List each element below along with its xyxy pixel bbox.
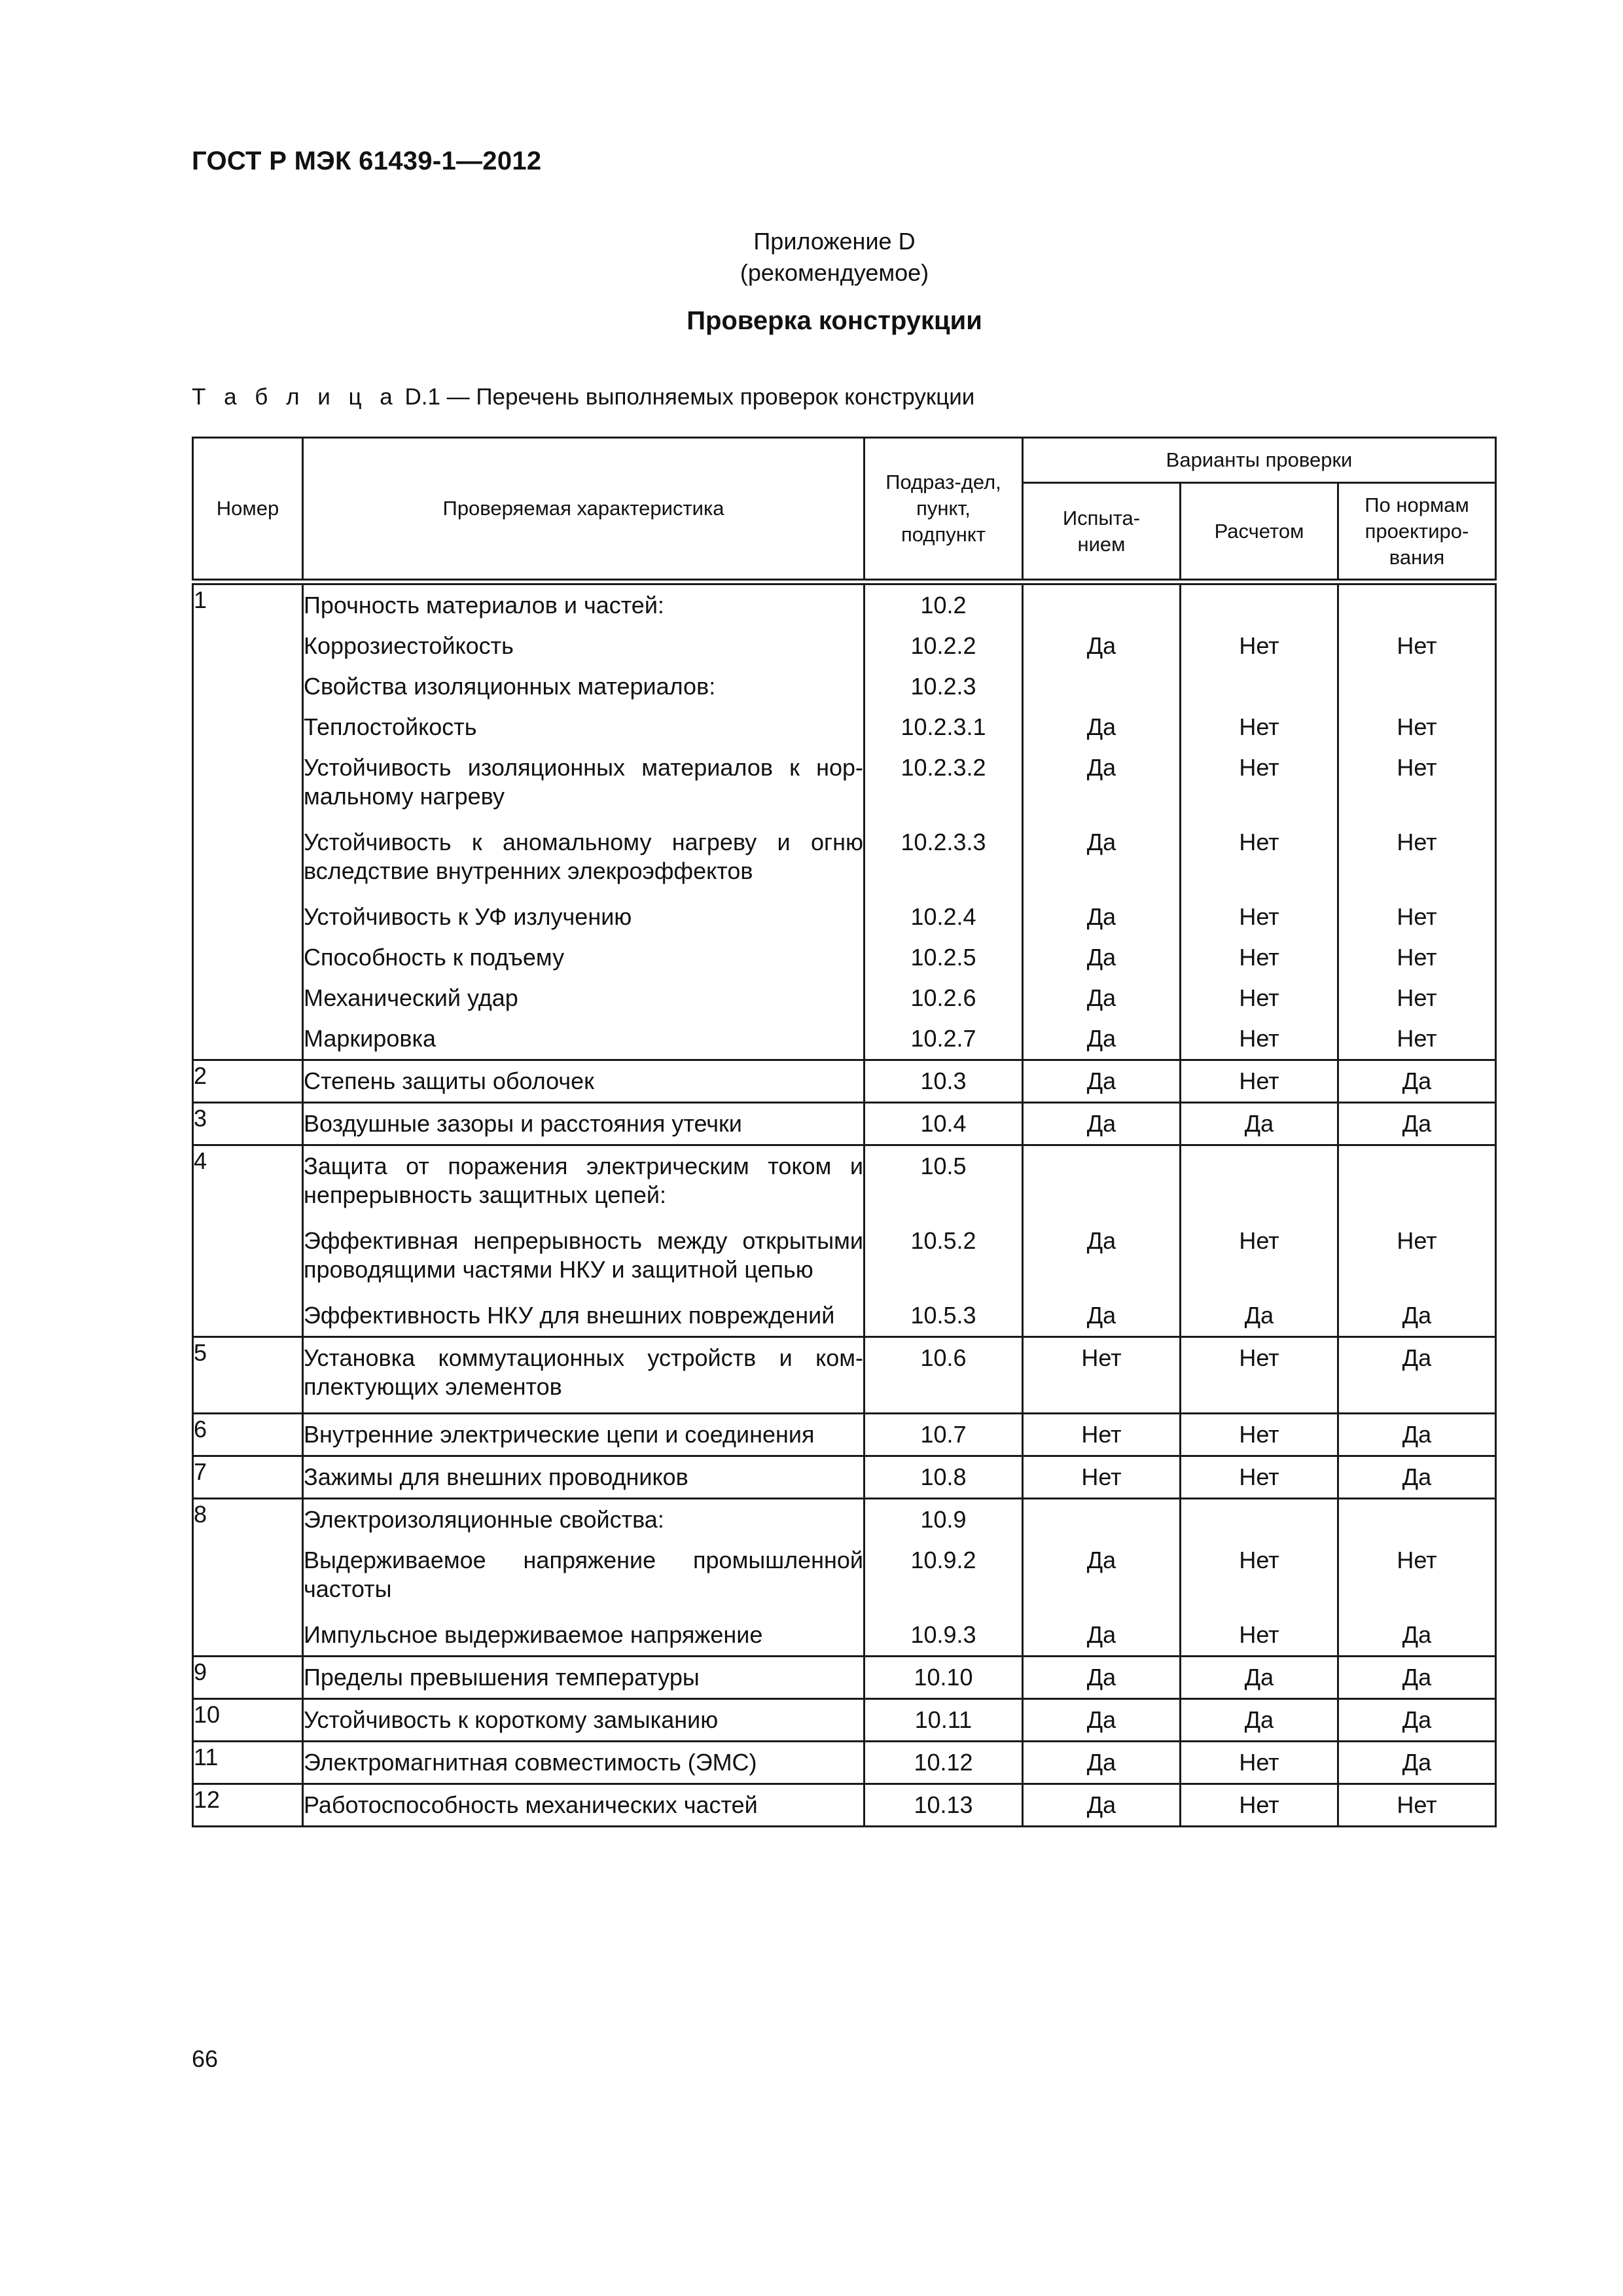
calc-cell <box>1181 1337 1338 1414</box>
characteristic-line: Коррозиестойкость <box>304 632 514 659</box>
design-line: Да <box>1402 1067 1432 1094</box>
clause-line: 10.10 <box>914 1664 973 1691</box>
characteristic-line: Маркировка <box>304 1025 437 1052</box>
design-cell <box>1338 1414 1496 1456</box>
table-row <box>193 1337 1496 1414</box>
clause-line: 10.2 <box>920 592 967 619</box>
characteristic-cell <box>303 1414 865 1456</box>
calc-line: Нет <box>1239 1463 1279 1490</box>
test-cell <box>1023 1784 1181 1827</box>
test-line: Да <box>1086 1664 1116 1691</box>
calc-cell <box>1181 1456 1338 1499</box>
row-number: 11 <box>193 1742 303 1784</box>
characteristic-line: Воздушные зазоры и расстояния утечки <box>304 1110 742 1137</box>
table-row <box>193 1699 1496 1742</box>
test-line: Да <box>1086 1791 1116 1818</box>
clause-cell <box>865 1699 1023 1742</box>
design-cell <box>1338 1657 1496 1699</box>
characteristic-line: Устойчивость изоляционных материалов к нор-мальному нагреву <box>304 754 863 810</box>
calc-line <box>1181 1499 1337 1540</box>
verification-table <box>192 437 1497 1827</box>
test-line: Да <box>1086 944 1116 971</box>
test-line <box>1024 585 1179 626</box>
clause-cell <box>865 1784 1023 1827</box>
design-line: Нет <box>1397 903 1437 930</box>
test-line: Нет <box>1081 1463 1122 1490</box>
calc-line: Нет <box>1239 829 1279 855</box>
clause-cell <box>865 1499 1023 1657</box>
test-line: Да <box>1086 829 1116 855</box>
clause-line: 10.9.3 <box>910 1621 976 1648</box>
clause-cell <box>865 1060 1023 1103</box>
table-caption <box>192 384 974 410</box>
characteristic-line: Способность к подъему <box>304 944 565 971</box>
calc-line: Нет <box>1239 713 1279 740</box>
calc-line: Нет <box>1239 1421 1279 1448</box>
design-cell <box>1338 1103 1496 1145</box>
characteristic-line: Устойчивость к короткому замыканию <box>304 1706 719 1733</box>
test-cell <box>1023 1699 1181 1742</box>
test-cell <box>1023 1657 1181 1699</box>
test-line: Да <box>1086 713 1116 740</box>
test-cell <box>1023 1499 1181 1657</box>
design-line: Да <box>1402 1621 1432 1648</box>
characteristic-cell <box>303 1337 865 1414</box>
design-cell <box>1338 1060 1496 1103</box>
clause-line: 10.2.5 <box>910 944 976 971</box>
calc-cell <box>1181 1784 1338 1827</box>
calc-line <box>1181 1146 1337 1221</box>
characteristic-line: Пределы превышения температуры <box>304 1664 700 1691</box>
clause-cell <box>865 582 1023 1060</box>
table-caption-text: D.1 — Перечень выполняемых проверок конструкции <box>398 384 975 410</box>
test-line: Да <box>1086 984 1116 1011</box>
test-line: Да <box>1086 1706 1116 1733</box>
calc-line: Нет <box>1239 1344 1279 1371</box>
row-number: 2 <box>193 1060 303 1103</box>
characteristic-cell <box>303 1742 865 1784</box>
design-line: Да <box>1402 1749 1432 1776</box>
calc-line: Нет <box>1239 1547 1279 1573</box>
clause-line: 10.2.7 <box>910 1025 976 1052</box>
test-line: Да <box>1086 632 1116 659</box>
row-number: 3 <box>193 1103 303 1145</box>
calc-line: Да <box>1244 1302 1274 1329</box>
calc-line: Нет <box>1239 1067 1279 1094</box>
table-row <box>193 1145 1496 1337</box>
design-line: Нет <box>1397 829 1437 855</box>
test-cell <box>1023 1337 1181 1414</box>
calc-line: Нет <box>1239 984 1279 1011</box>
clause-cell <box>865 1414 1023 1456</box>
calc-cell <box>1181 1060 1338 1103</box>
clause-cell <box>865 1337 1023 1414</box>
design-line: Нет <box>1397 1547 1437 1573</box>
test-cell <box>1023 1103 1181 1145</box>
row-number: 1 <box>193 582 303 1060</box>
characteristic-line: Электроизоляционные свойства: <box>304 1506 664 1533</box>
test-line <box>1024 1146 1179 1221</box>
clause-line: 10.9.2 <box>910 1547 976 1573</box>
appendix-status: (рекомендуемое) <box>740 259 929 286</box>
clause-line: 10.2.2 <box>910 632 976 659</box>
test-line: Да <box>1086 1547 1116 1573</box>
clause-cell <box>865 1103 1023 1145</box>
test-line: Да <box>1086 1621 1116 1648</box>
section-title: Проверка конструкции <box>687 306 982 335</box>
clause-line: 10.2.3.2 <box>901 754 986 781</box>
design-line: Нет <box>1397 754 1437 781</box>
test-line: Да <box>1086 1025 1116 1052</box>
calc-line: Нет <box>1239 1791 1279 1818</box>
appendix-title: Приложение D <box>753 228 916 255</box>
characteristic-line: Устойчивость к УФ излучению <box>304 903 632 930</box>
characteristic-line: Прочность материалов и частей: <box>304 592 664 619</box>
characteristic-cell <box>303 1657 865 1699</box>
clause-line: 10.11 <box>914 1706 972 1733</box>
design-line: Нет <box>1397 1227 1437 1254</box>
design-line: Нет <box>1397 713 1437 740</box>
test-cell <box>1023 1456 1181 1499</box>
header-clause: Подраз-дел, пункт, подпункт <box>865 438 1023 583</box>
test-line: Да <box>1086 1067 1116 1094</box>
calc-line: Нет <box>1239 1227 1279 1254</box>
clause-cell <box>865 1657 1023 1699</box>
row-number: 8 <box>193 1499 303 1657</box>
characteristic-line: Теплостойкость <box>304 713 477 740</box>
calc-line: Нет <box>1239 754 1279 781</box>
document-header: ГОСТ Р МЭК 61439-1—2012 <box>192 147 542 175</box>
characteristic-line: Импульсное выдерживаемое напряжение <box>304 1621 763 1648</box>
clause-cell <box>865 1456 1023 1499</box>
clause-line: 10.4 <box>920 1110 967 1137</box>
characteristic-line: Защита от поражения электрическим током и непрерывность защитных цепей: <box>304 1153 863 1208</box>
header-test: Испыта-нием <box>1023 483 1181 583</box>
characteristic-line: Эффективность НКУ для внешних повреждений <box>304 1302 835 1329</box>
clause-cell <box>865 1145 1023 1337</box>
characteristic-cell <box>303 1145 865 1337</box>
design-line: Нет <box>1397 984 1437 1011</box>
clause-line: 10.7 <box>920 1421 967 1448</box>
calc-cell <box>1181 1499 1338 1657</box>
characteristic-line: Зажимы для внешних проводников <box>304 1463 688 1490</box>
clause-line: 10.8 <box>920 1463 967 1490</box>
characteristic-cell <box>303 582 865 1060</box>
characteristic-line: Эффективная непрерывность между открытыми проводящими частями НКУ и защитной цепью <box>304 1227 863 1283</box>
design-cell <box>1338 1742 1496 1784</box>
design-line: Да <box>1402 1421 1432 1448</box>
design-line: Да <box>1402 1463 1432 1490</box>
test-line: Нет <box>1081 1344 1122 1371</box>
clause-line: 10.5 <box>920 1153 967 1179</box>
characteristic-cell <box>303 1103 865 1145</box>
characteristic-cell <box>303 1784 865 1827</box>
clause-line: 10.2.6 <box>910 984 976 1011</box>
table-row <box>193 1060 1496 1103</box>
calc-line <box>1181 585 1337 626</box>
calc-line <box>1181 666 1337 707</box>
characteristic-cell <box>303 1699 865 1742</box>
table-row <box>193 1742 1496 1784</box>
clause-line: 10.6 <box>920 1344 967 1371</box>
calc-line: Да <box>1244 1110 1274 1137</box>
calc-cell <box>1181 1657 1338 1699</box>
test-line <box>1024 666 1179 707</box>
design-line <box>1339 585 1495 626</box>
calc-line: Нет <box>1239 1749 1279 1776</box>
table-row <box>193 1784 1496 1827</box>
table-row <box>193 1456 1496 1499</box>
calc-cell <box>1181 1145 1338 1337</box>
header-characteristic: Проверяемая характеристика <box>303 438 865 583</box>
row-number: 12 <box>193 1784 303 1827</box>
test-line <box>1024 1499 1179 1540</box>
clause-line: 10.5.3 <box>910 1302 976 1329</box>
design-line: Да <box>1402 1302 1432 1329</box>
design-line <box>1339 1146 1495 1221</box>
calc-cell <box>1181 1103 1338 1145</box>
test-line: Да <box>1086 1302 1116 1329</box>
test-cell <box>1023 1145 1181 1337</box>
characteristic-line: Свойства изоляционных материалов: <box>304 673 716 700</box>
calc-line: Нет <box>1239 1621 1279 1648</box>
row-number: 10 <box>193 1699 303 1742</box>
design-line: Да <box>1402 1706 1432 1733</box>
design-cell <box>1338 582 1496 1060</box>
design-line: Нет <box>1397 632 1437 659</box>
test-line: Нет <box>1081 1421 1122 1448</box>
test-cell <box>1023 582 1181 1060</box>
design-cell <box>1338 1337 1496 1414</box>
test-cell <box>1023 1060 1181 1103</box>
characteristic-line: Электромагнитная совместимость (ЭМС) <box>304 1749 757 1776</box>
test-line: Да <box>1086 903 1116 930</box>
header-design: По нормам проектиро-вания <box>1338 483 1496 583</box>
table-row <box>193 1414 1496 1456</box>
table-body <box>193 582 1496 1827</box>
clause-line: 10.3 <box>920 1067 967 1094</box>
test-cell <box>1023 1414 1181 1456</box>
table-row <box>193 1499 1496 1657</box>
design-line <box>1339 1499 1495 1540</box>
design-line <box>1339 666 1495 707</box>
calc-cell <box>1181 1742 1338 1784</box>
characteristic-line: Установка коммутационных устройств и ком-плектующих элементов <box>304 1344 863 1400</box>
row-number: 7 <box>193 1456 303 1499</box>
table-caption-prefix: Т а б л и ц а <box>192 384 399 410</box>
characteristic-line: Механический удар <box>304 984 518 1011</box>
clause-cell <box>865 1742 1023 1784</box>
test-cell <box>1023 1742 1181 1784</box>
table-row <box>193 582 1496 1060</box>
calc-line: Да <box>1244 1706 1274 1733</box>
clause-line: 10.9 <box>920 1506 967 1533</box>
page-number: 66 <box>192 2045 219 2072</box>
row-number: 6 <box>193 1414 303 1456</box>
calc-cell <box>1181 582 1338 1060</box>
test-line: Да <box>1086 1227 1116 1254</box>
test-line: Да <box>1086 1749 1116 1776</box>
characteristic-line: Устойчивость к аномальному нагреву и огню вследствие внутренних элекроэффектов <box>304 829 863 884</box>
design-line: Нет <box>1397 944 1437 971</box>
clause-line: 10.2.3.3 <box>901 829 986 855</box>
calc-cell <box>1181 1699 1338 1742</box>
clause-line: 10.13 <box>914 1791 973 1818</box>
clause-line: 10.12 <box>914 1749 973 1776</box>
calc-line: Нет <box>1239 903 1279 930</box>
design-cell <box>1338 1699 1496 1742</box>
design-line: Да <box>1402 1664 1432 1691</box>
characteristic-cell <box>303 1456 865 1499</box>
design-cell <box>1338 1499 1496 1657</box>
row-number: 4 <box>193 1145 303 1337</box>
design-line: Да <box>1402 1344 1432 1371</box>
characteristic-line: Работоспособность механических частей <box>304 1791 758 1818</box>
header-number: Номер <box>193 438 303 583</box>
row-number: 5 <box>193 1337 303 1414</box>
design-cell <box>1338 1456 1496 1499</box>
calc-line: Да <box>1244 1664 1274 1691</box>
calc-line: Нет <box>1239 944 1279 971</box>
header-calc: Расчетом <box>1181 483 1338 583</box>
test-line: Да <box>1086 1110 1116 1137</box>
design-line: Да <box>1402 1110 1432 1137</box>
row-number: 9 <box>193 1657 303 1699</box>
characteristic-line: Внутренние электрические цепи и соединения <box>304 1421 815 1448</box>
table-row <box>193 1103 1496 1145</box>
calc-line: Нет <box>1239 1025 1279 1052</box>
calc-cell <box>1181 1414 1338 1456</box>
clause-line: 10.2.3 <box>910 673 976 700</box>
design-line: Нет <box>1397 1025 1437 1052</box>
table-row <box>193 1657 1496 1699</box>
test-line: Да <box>1086 754 1116 781</box>
clause-line: 10.5.2 <box>910 1227 976 1254</box>
clause-line: 10.2.4 <box>910 903 976 930</box>
design-line: Нет <box>1397 1791 1437 1818</box>
appendix-heading <box>0 226 1623 289</box>
characteristic-line: Выдерживаемое напряжение промышленной частоты <box>304 1547 863 1602</box>
calc-line: Нет <box>1239 632 1279 659</box>
design-cell <box>1338 1784 1496 1827</box>
design-cell <box>1338 1145 1496 1337</box>
characteristic-cell <box>303 1499 865 1657</box>
characteristic-line: Степень защиты оболочек <box>304 1067 594 1094</box>
header-variants: Варианты проверки <box>1023 438 1496 483</box>
clause-line: 10.2.3.1 <box>901 713 986 740</box>
characteristic-cell <box>303 1060 865 1103</box>
